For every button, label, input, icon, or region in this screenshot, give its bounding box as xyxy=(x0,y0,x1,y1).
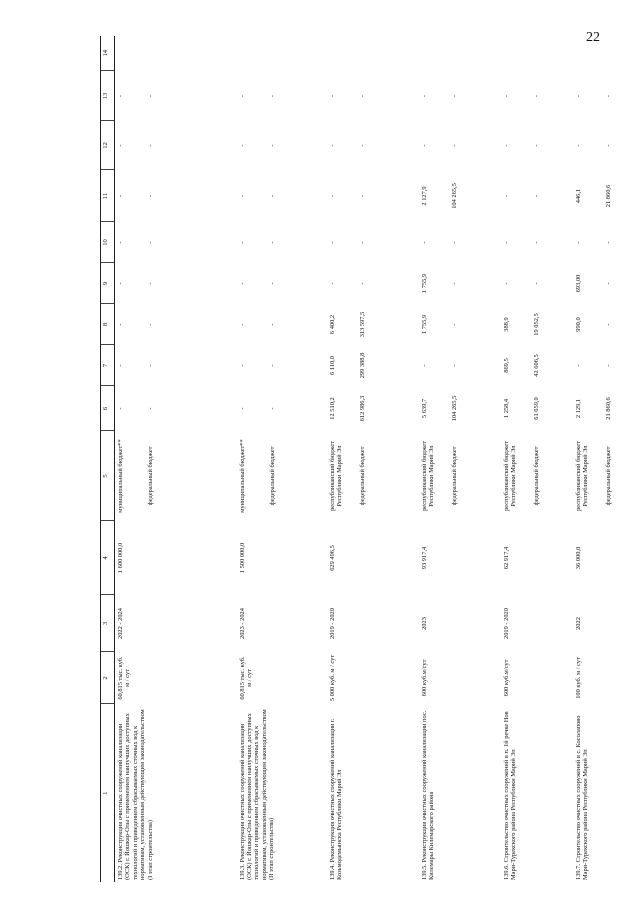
value: 12 510,2 xyxy=(328,397,336,420)
header-cell: 1 xyxy=(101,704,115,882)
value-cell xyxy=(501,222,573,263)
value: - xyxy=(532,241,540,244)
capacity-cell: 60,815 тыс. куб. м / сут xyxy=(238,656,253,700)
value: - xyxy=(147,282,154,285)
header-cell: 7 xyxy=(101,345,115,386)
cost-cell: 629 496,5 xyxy=(328,545,336,571)
object-name: Реконструкция очистных сооружений канализации (ОСК) г. Йошкар-Олы с применением наилучших доступных технологий и приведением сбрасываемых сточных вод к нормативам, установленным действующим законодательством (II этап строительства) xyxy=(238,709,276,880)
header-cell: 8 xyxy=(101,304,115,345)
value: 6 110,0 xyxy=(328,356,336,375)
value-cell xyxy=(573,304,639,345)
value: 612 986,3 xyxy=(358,395,366,422)
object-name-cell xyxy=(419,704,501,882)
value-cell xyxy=(501,304,573,345)
value: - xyxy=(502,144,510,147)
value: 693,00 xyxy=(574,274,582,293)
object-name: Строительство очистных сооружений в п. 1й речке Нов Мари-Турекского района Республики Марий Эл xyxy=(502,711,517,880)
capacity-cell: 600 куб.м/сут xyxy=(420,659,428,697)
value-cell xyxy=(237,345,327,386)
value: - xyxy=(420,364,428,367)
value-cell xyxy=(237,222,327,263)
value: - xyxy=(420,241,428,244)
value: 21 860,6 xyxy=(604,397,612,420)
page-number: 22 xyxy=(586,30,600,45)
cost-cell: 1 500 000,0 xyxy=(238,542,246,574)
value: - xyxy=(574,364,582,367)
funding-source: республиканский бюджет Республики Марий Эл xyxy=(328,441,343,511)
header-cell: 4 xyxy=(101,521,115,595)
header-cell: 5 xyxy=(101,431,115,521)
value: - xyxy=(358,241,366,244)
value: - xyxy=(450,94,458,98)
value: - xyxy=(238,144,246,147)
row-number: 139.2. xyxy=(117,864,124,880)
object-name-cell xyxy=(327,704,419,882)
value-cell xyxy=(419,121,501,170)
value: 1 755,9 xyxy=(420,273,428,294)
value: - xyxy=(420,94,428,98)
value-cell xyxy=(327,121,419,170)
row-number: 139.6. xyxy=(502,864,510,880)
value-cell xyxy=(115,304,237,345)
value-cell xyxy=(501,121,573,170)
value: 388,9 xyxy=(502,317,510,332)
period-cell: 2023 - 2024 xyxy=(238,608,246,639)
value: - xyxy=(328,94,336,98)
value-cell xyxy=(327,345,419,386)
value-cell xyxy=(419,71,501,121)
value: - xyxy=(574,144,582,147)
object-name-cell xyxy=(115,704,237,882)
funding-source: федеральный бюджет xyxy=(532,446,540,506)
value: - xyxy=(532,144,540,147)
value: - xyxy=(358,144,366,147)
value-cell xyxy=(115,345,237,386)
value: - xyxy=(147,94,154,98)
value: - xyxy=(117,94,124,98)
object-name: Реконструкция очистных сооружений канализации г. Козьмодемьянска Республики Марий Эл xyxy=(328,718,343,880)
value-cell xyxy=(419,222,501,263)
value: - xyxy=(328,194,336,198)
funding-source: федеральный бюджет xyxy=(147,446,154,506)
value: - xyxy=(574,94,582,98)
funding-source: федеральный бюджет xyxy=(268,446,276,506)
value: - xyxy=(450,364,458,367)
value-cell xyxy=(501,386,573,431)
value-cell xyxy=(237,386,327,431)
value-cell xyxy=(419,386,501,431)
value: - xyxy=(238,194,246,198)
table-row xyxy=(237,36,327,882)
value: 1 755,9 xyxy=(420,314,428,335)
value: - xyxy=(147,194,154,198)
value: - xyxy=(268,241,276,244)
value-cell xyxy=(419,304,501,345)
value: - xyxy=(574,241,582,244)
object-name: Реконструкция очистных сооружений канализации пос. Килемары Килемарского района xyxy=(420,710,435,880)
value: 990,0 xyxy=(574,317,582,332)
value: 5 639,7 xyxy=(420,398,428,419)
funding-source: федеральный бюджет xyxy=(358,446,366,506)
cost-cell: 93 917,4 xyxy=(420,546,428,570)
capacity-cell: 100 куб. м / сут xyxy=(574,657,582,699)
value-cell xyxy=(501,263,573,304)
value: - xyxy=(358,282,366,285)
header-cell: 9 xyxy=(101,263,115,304)
value: - xyxy=(502,282,510,285)
value-cell xyxy=(327,170,419,222)
value: - xyxy=(502,94,510,98)
value-cell xyxy=(327,304,419,345)
value-cell xyxy=(573,170,639,222)
header-cell: 3 xyxy=(101,595,115,652)
value: - xyxy=(268,194,276,198)
value: 299 388,8 xyxy=(358,352,366,379)
value: - xyxy=(268,323,276,326)
value: - xyxy=(117,323,124,326)
row-number: 139.7. xyxy=(574,864,582,880)
funding-source-cell xyxy=(237,431,327,521)
value: 313 597,5 xyxy=(358,311,366,338)
value-cell xyxy=(573,71,639,121)
value: - xyxy=(328,282,336,285)
value-cell xyxy=(327,222,419,263)
value-cell xyxy=(327,386,419,431)
value: - xyxy=(268,407,276,410)
value: 2 129,1 xyxy=(574,398,582,419)
value: - xyxy=(450,144,458,147)
capacity-cell: 5 000 куб. м / сут xyxy=(328,654,336,702)
header-cell: 10 xyxy=(101,222,115,263)
program-table xyxy=(100,36,639,882)
value-cell xyxy=(573,222,639,263)
value: - xyxy=(147,144,154,147)
value: - xyxy=(502,241,510,244)
value-cell xyxy=(237,170,327,222)
value-cell xyxy=(237,121,327,170)
value: - xyxy=(147,241,154,244)
value: - xyxy=(117,407,124,410)
table-row xyxy=(573,36,639,882)
object-name-cell xyxy=(573,704,639,882)
value: - xyxy=(450,323,458,326)
value: - xyxy=(328,241,336,244)
value: - xyxy=(238,282,246,285)
value: - xyxy=(268,282,276,285)
value: - xyxy=(502,194,510,198)
value: - xyxy=(604,323,612,326)
value: - xyxy=(268,94,276,98)
header-row xyxy=(101,36,115,882)
header-cell: 12 xyxy=(101,121,115,170)
funding-source-cell xyxy=(419,431,501,521)
value: 446,1 xyxy=(574,188,582,204)
value-cell xyxy=(115,263,237,304)
value: - xyxy=(604,241,612,244)
period-cell: 2023 xyxy=(420,617,428,630)
table-row xyxy=(419,36,501,882)
value: - xyxy=(147,407,154,410)
value: 21 860,6 xyxy=(604,184,612,208)
cost-cell: 1 600 000,0 xyxy=(117,542,124,574)
value: - xyxy=(358,94,366,98)
value-cell xyxy=(115,71,237,121)
value: - xyxy=(328,144,336,147)
value: - xyxy=(604,94,612,98)
value: 19 052,5 xyxy=(532,313,540,336)
table-row xyxy=(327,36,419,882)
funding-source-cell xyxy=(327,431,419,521)
value: - xyxy=(604,282,612,285)
row-number: 139.5. xyxy=(420,864,428,880)
object-name-cell xyxy=(237,704,327,882)
value: 42 606,5 xyxy=(532,354,540,377)
header-cell: 6 xyxy=(101,386,115,431)
capacity-cell: 60,815 тыс. куб. м / сут xyxy=(117,656,132,700)
period-cell: 2022 xyxy=(574,617,582,630)
value-cell xyxy=(573,386,639,431)
cost-cell: 36 000,0 xyxy=(574,546,582,570)
value: - xyxy=(358,194,366,198)
header-cell: 2 xyxy=(101,652,115,704)
object-name: Реконструкция очистных сооружений канализации (ОСК) г. Йошкар-Олы с применением наилучших доступных технологий и приведением сбрасываемых сточных вод к нормативам, установленным действующим законодательством (I этап строительства) xyxy=(117,709,154,880)
value-cell xyxy=(237,304,327,345)
value: - xyxy=(238,323,246,326)
period-cell: 2019 - 2020 xyxy=(502,608,510,639)
funding-source-cell xyxy=(501,431,573,521)
row-number: 139.4. xyxy=(328,864,336,880)
funding-source: муниципальный бюджет** xyxy=(117,439,124,513)
funding-source: муниципальный бюджет** xyxy=(238,439,246,513)
funding-source: республиканский бюджет Республики Марий Эл xyxy=(502,441,517,511)
value: - xyxy=(532,282,540,285)
value: - xyxy=(604,364,612,367)
value-cell xyxy=(573,121,639,170)
funding-source: республиканский бюджет Республики Марий Эл xyxy=(420,441,435,511)
value: - xyxy=(532,94,540,98)
table-row xyxy=(501,36,573,882)
value-cell xyxy=(419,345,501,386)
value: - xyxy=(238,241,246,244)
funding-source: республиканский бюджет Республики Марий Эл xyxy=(574,441,589,511)
value: 6 400,2 xyxy=(328,314,336,335)
value-cell xyxy=(115,121,237,170)
value: - xyxy=(117,364,124,367)
value: - xyxy=(268,144,276,147)
value-cell xyxy=(419,170,501,222)
value: 104 265,5 xyxy=(450,183,458,209)
value: - xyxy=(604,144,612,147)
table-row xyxy=(115,36,237,882)
value: - xyxy=(117,144,124,147)
value-cell xyxy=(327,71,419,121)
object-name: Строительство очистных сооружений в с. Косолапово Мари-Турекского района Республики Марий Эл xyxy=(574,715,589,880)
value: 869,5 xyxy=(502,358,510,373)
value: - xyxy=(238,94,246,98)
value: - xyxy=(117,194,124,198)
funding-source: федеральный бюджет xyxy=(450,446,458,506)
value: - xyxy=(238,364,246,367)
capacity-cell: 600 куб.м/сут xyxy=(502,659,510,697)
header-cell: 13 xyxy=(101,71,115,121)
rotated-table-area xyxy=(100,36,620,882)
value-cell xyxy=(327,263,419,304)
value-cell xyxy=(501,71,573,121)
value-cell xyxy=(419,263,501,304)
value: - xyxy=(238,407,246,410)
funding-source-cell xyxy=(573,431,639,521)
value: - xyxy=(117,241,124,244)
value: - xyxy=(450,282,458,285)
document-body xyxy=(100,36,620,882)
value: - xyxy=(268,364,276,367)
value: - xyxy=(147,364,154,367)
value: - xyxy=(147,323,154,326)
object-name-cell xyxy=(501,704,573,882)
period-cell: 2022 - 2024 xyxy=(117,608,124,639)
value: 104 265,5 xyxy=(450,395,458,422)
cost-cell: 62 917,4 xyxy=(502,546,510,570)
value: 1 258,4 xyxy=(502,398,510,419)
value-cell xyxy=(501,170,573,222)
value: 2 127,9 xyxy=(420,186,428,206)
value-cell xyxy=(573,345,639,386)
value-cell xyxy=(237,263,327,304)
funding-source: федеральный бюджет xyxy=(604,446,612,506)
value: - xyxy=(532,194,540,198)
value-cell xyxy=(115,222,237,263)
funding-source-cell xyxy=(115,431,237,521)
value-cell xyxy=(237,71,327,121)
value: - xyxy=(450,241,458,244)
row-number: 139.3. xyxy=(238,864,246,880)
header-cell: 11 xyxy=(101,170,115,222)
value-cell xyxy=(573,263,639,304)
value-cell xyxy=(501,345,573,386)
header-cell: 14 xyxy=(101,36,115,71)
value-cell xyxy=(115,386,237,431)
period-cell: 2019 - 2020 xyxy=(328,608,336,639)
value: - xyxy=(420,144,428,147)
value-cell xyxy=(115,170,237,222)
value: 61 659,0 xyxy=(532,397,540,420)
value: - xyxy=(117,282,124,285)
